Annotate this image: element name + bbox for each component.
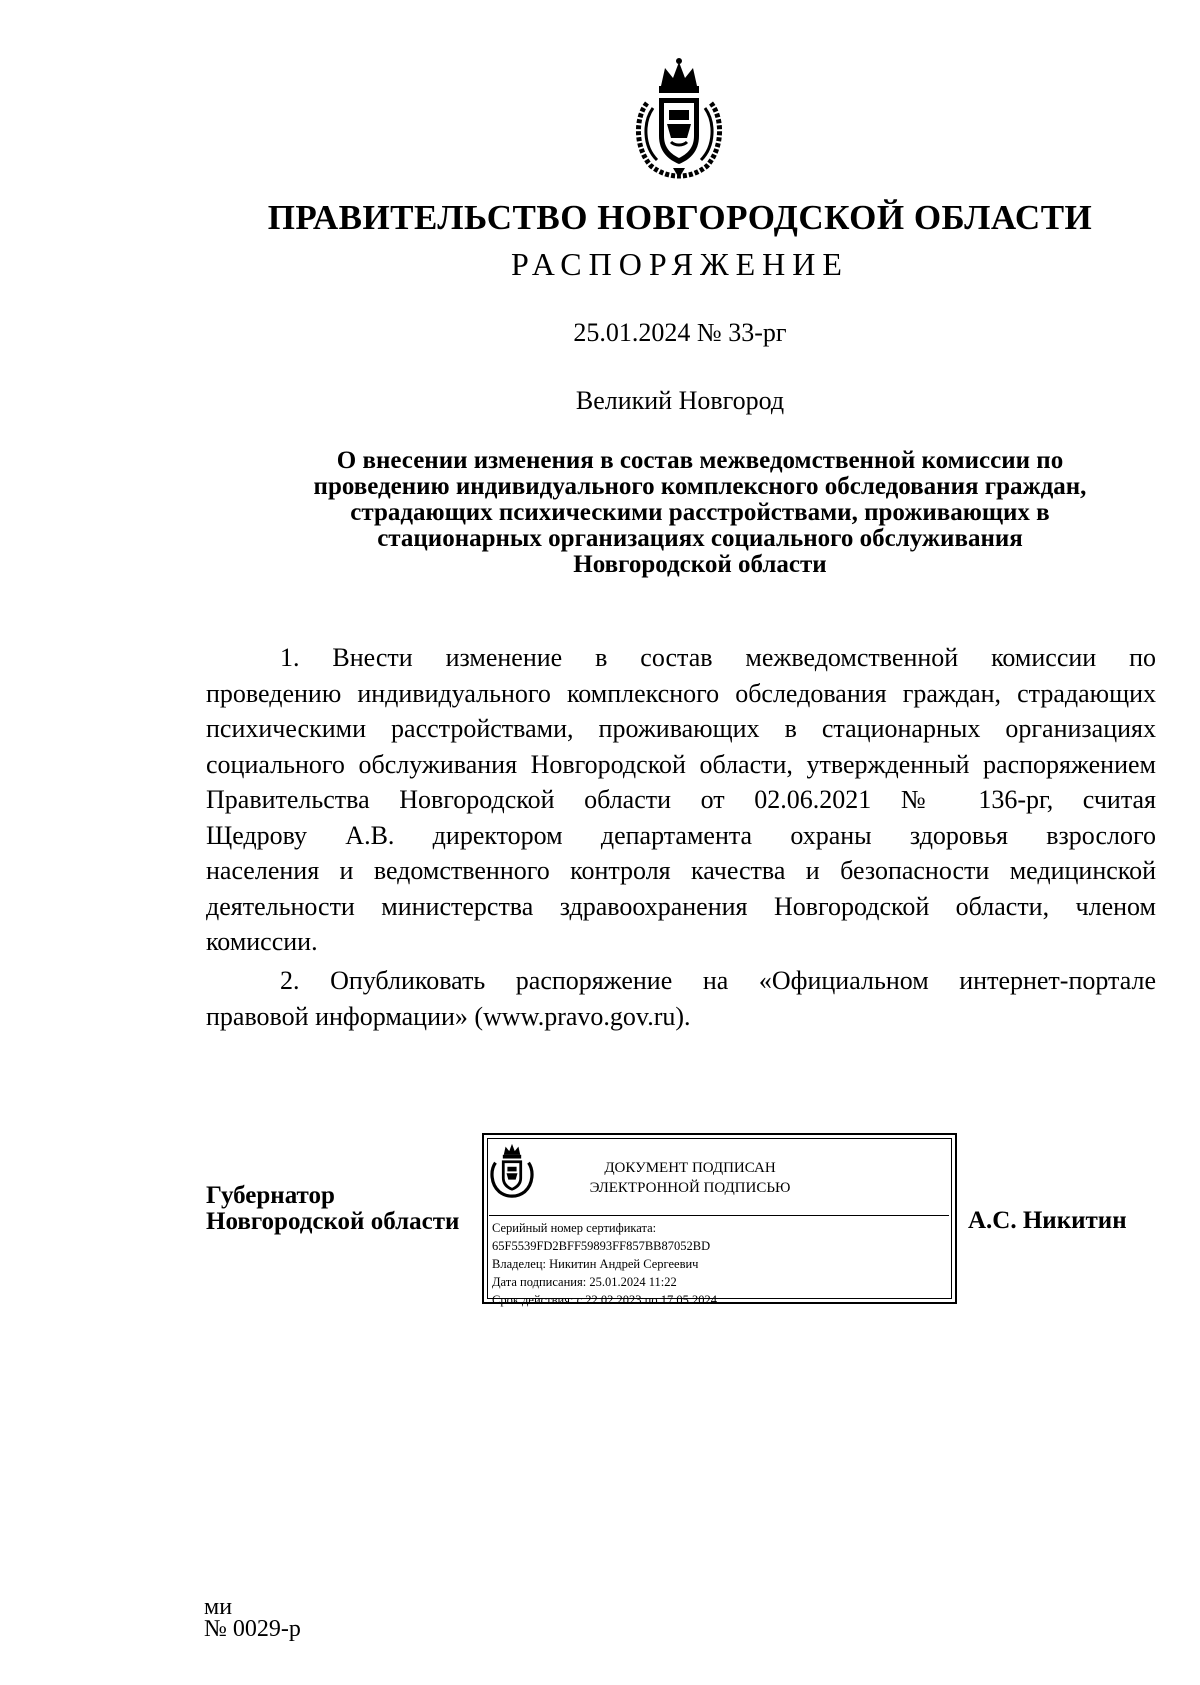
paragraph-line: населения и ведомственного контроля качества и безопасности медицинской (206, 856, 1156, 885)
document-type: РАСПОРЯЖЕНИЕ (511, 246, 849, 282)
stamp-details (492, 1219, 717, 1309)
footer-code (204, 1596, 301, 1640)
footer-initials: ми (204, 1594, 233, 1620)
paragraph-line: социального обслуживания Новгородской области, утвержденный распоряжением (206, 749, 1156, 779)
paragraph-line: 2. Опубликовать распоряжение на «Официальном интернет-портале (280, 966, 1156, 995)
signatory-position (206, 1183, 459, 1235)
signer-name: А.С. Никитин (968, 1207, 1127, 1234)
subject-line: Новгородской области (573, 551, 827, 578)
position-line: Губернатор (206, 1182, 335, 1209)
paragraph-line: 1. Внести изменение в состав межведомственной комиссии по (280, 643, 1156, 672)
subject-line: О внесении изменения в состав межведомственной комиссии по (336, 447, 1064, 474)
organization-title: ПРАВИТЕЛЬСТВО НОВГОРОДСКОЙ ОБЛАСТИ (267, 198, 1093, 237)
coat-of-arms-icon (629, 58, 729, 180)
stamp-signed-date: Дата подписания: 25.01.2024 11:22 (492, 1275, 677, 1289)
subject-line: стационарных организациях социального обслуживания (377, 525, 1023, 552)
stamp-divider (489, 1215, 949, 1216)
paragraph-line: проведению индивидуального комплексного обследования граждан, страдающих (206, 678, 1156, 708)
document-subject (200, 448, 1200, 578)
stamp-validity: Срок действия: с 22.02.2023 по 17.05.2024 (492, 1293, 717, 1307)
subject-line: проведению индивидуального комплексного обследования граждан, (313, 473, 1087, 500)
body-paragraph-2 (206, 963, 1156, 1034)
stamp-title-line: ЭЛЕКТРОННОЙ ПОДПИСЬЮ (589, 1180, 791, 1196)
paragraph-line: деятельности министерства здравоохранения Новгородской области, членом (206, 891, 1156, 921)
document-city: Великий Новгород (575, 386, 785, 415)
position-line: Новгородской области (206, 1208, 460, 1235)
stamp-title (560, 1158, 820, 1198)
paragraph-line: Щедрову А.В. директором департамента охраны здоровья взрослого (206, 820, 1156, 850)
stamp-serial: 65F5539FD2BFF59893FF857BB87052BD (492, 1239, 711, 1253)
stamp-title-line: ДОКУМЕНТ ПОДПИСАН (604, 1160, 776, 1176)
stamp-serial-label: Серийный номер сертификата: (492, 1221, 657, 1235)
stamp-coat-of-arms-icon (488, 1142, 536, 1198)
document-date-number: 25.01.2024 № 33-рг (573, 318, 787, 347)
paragraph-line: комиссии. (206, 927, 318, 956)
footer-number: № 0029-р (204, 1616, 301, 1642)
paragraph-line: психическими расстройствами, проживающих в стационарных организациях (206, 714, 1156, 743)
body-paragraph-1 (206, 640, 1156, 960)
subject-line: страдающих психическими расстройствами, проживающих в (350, 499, 1050, 526)
stamp-owner: Владелец: Никитин Андрей Сергеевич (492, 1257, 699, 1271)
paragraph-line: Правительства Новгородской области от 02.06.2021 № 136-рг, считая (206, 785, 1156, 814)
paragraph-line: правовой информации» (www.pravo.gov.ru). (206, 1001, 691, 1031)
